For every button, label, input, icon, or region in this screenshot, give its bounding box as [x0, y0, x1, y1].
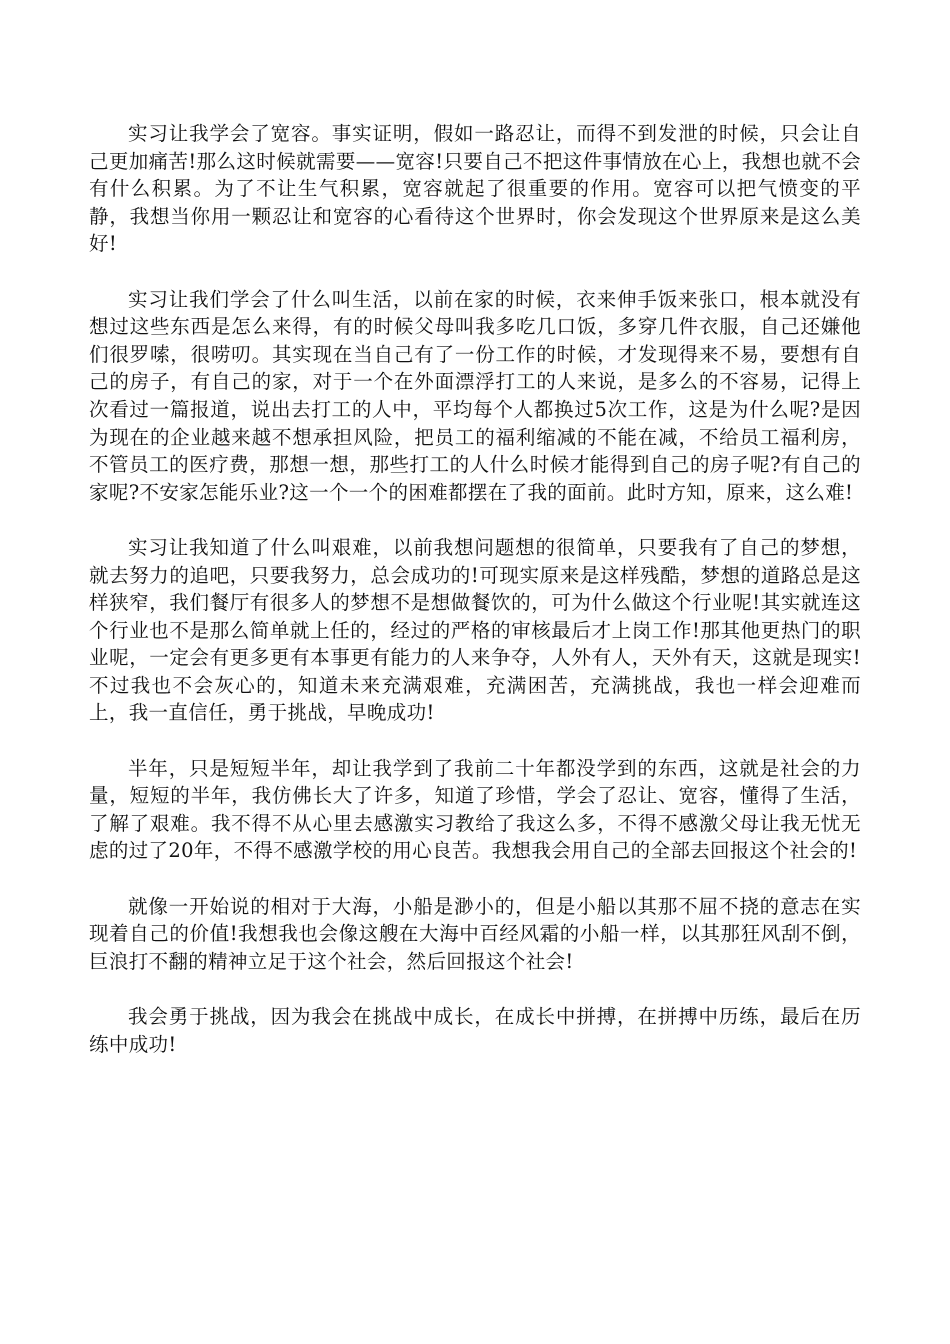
- paragraph-tolerance: 实习让我学会了宽容。事实证明，假如一路忍让，而得不到发泄的时候，只会让自己更加痛苦!那么这时候就需要——宽容!只要自己不把这件事情放在心上，我想也就不会有什么积累。为了不让生气积累，宽容就起了很重要的作用。宽容可以把气愤变的平静，我想当你用一颗忍让和宽容的心看待这个世界时，你会发现这个世界原来是这么美好!: [89, 122, 861, 256]
- paragraph-small-boat: 就像一开始说的相对于大海，小船是渺小的，但是小船以其那不屈不挠的意志在实现着自己的价值!我想我也会像这艘在大海中百经风霜的小船一样，以其那狂风刮不倒，巨浪打不翻的精神立足于这个社会，然后回报这个社会!: [89, 894, 861, 973]
- paragraph-hardship: 实习让我知道了什么叫艰难，以前我想问题想的很简单，只要我有了自己的梦想，就去努力的追吧，只要我努力，总会成功的!可现实原来是这样残酷，梦想的道路总是这样狭窄，我们餐厅有很多人的梦想不是想做餐饮的，可为什么做这个行业呢!其实就连这个行业也不是那么简单就上任的，经过的严格的审核最后才上岗工作!那其他更热门的职业呢，一定会有更多更有本事更有能力的人来争夺，人外有人，天外有天，这就是现实!不过我也不会灰心的，知道未来充满艰难，充满困苦，充满挑战，我也一样会迎难而上，我一直信任，勇于挑战，早晚成功!: [89, 535, 861, 725]
- paragraph-challenge: 我会勇于挑战，因为我会在挑战中成长，在成长中拼搏，在拼搏中历练，最后在历练中成功!: [89, 1005, 861, 1056]
- document-body: [89, 120, 861, 1086]
- paragraph-life: 实习让我们学会了什么叫生活，以前在家的时候，衣来伸手饭来张口，根本就没有想过这些东西是怎么来得，有的时候父母叫我多吃几口饭，多穿几件衣服，自己还嫌他们很罗嗦，很唠叨。其实现在当自己有了一份工作的时候，才发现得来不易，要想有自己的房子，有自己的家，对于一个在外面漂浮打工的人来说，是多么的不容易，记得上次看过一篇报道，说出去打工的人中，平均每个人都换过5次工作，这是为什么呢?是因为现在的企业越来越不想承担风险，把员工的福利缩减的不能在减，不给员工福利房，不管员工的医疗费，那想一想，那些打工的人什么时候才能得到自己的房子呢?有自己的家呢?不安家怎能乐业?这一个一个的困难都摆在了我的面前。此时方知，原来，这么难!: [89, 287, 861, 504]
- paragraph-half-year: 半年，只是短短半年，却让我学到了我前二十年都没学到的东西，这就是社会的力量，短短的半年，我仿佛长大了许多，知道了珍惜，学会了忍让、宽容，懂得了生活，了解了艰难。我不得不从心里去感激实习教给了我这么多，不得不感激父母让我无忧无虑的过了20年，不得不感激学校的用心良苦。我想我会用自己的全部去回报这个社会的!: [89, 756, 861, 863]
